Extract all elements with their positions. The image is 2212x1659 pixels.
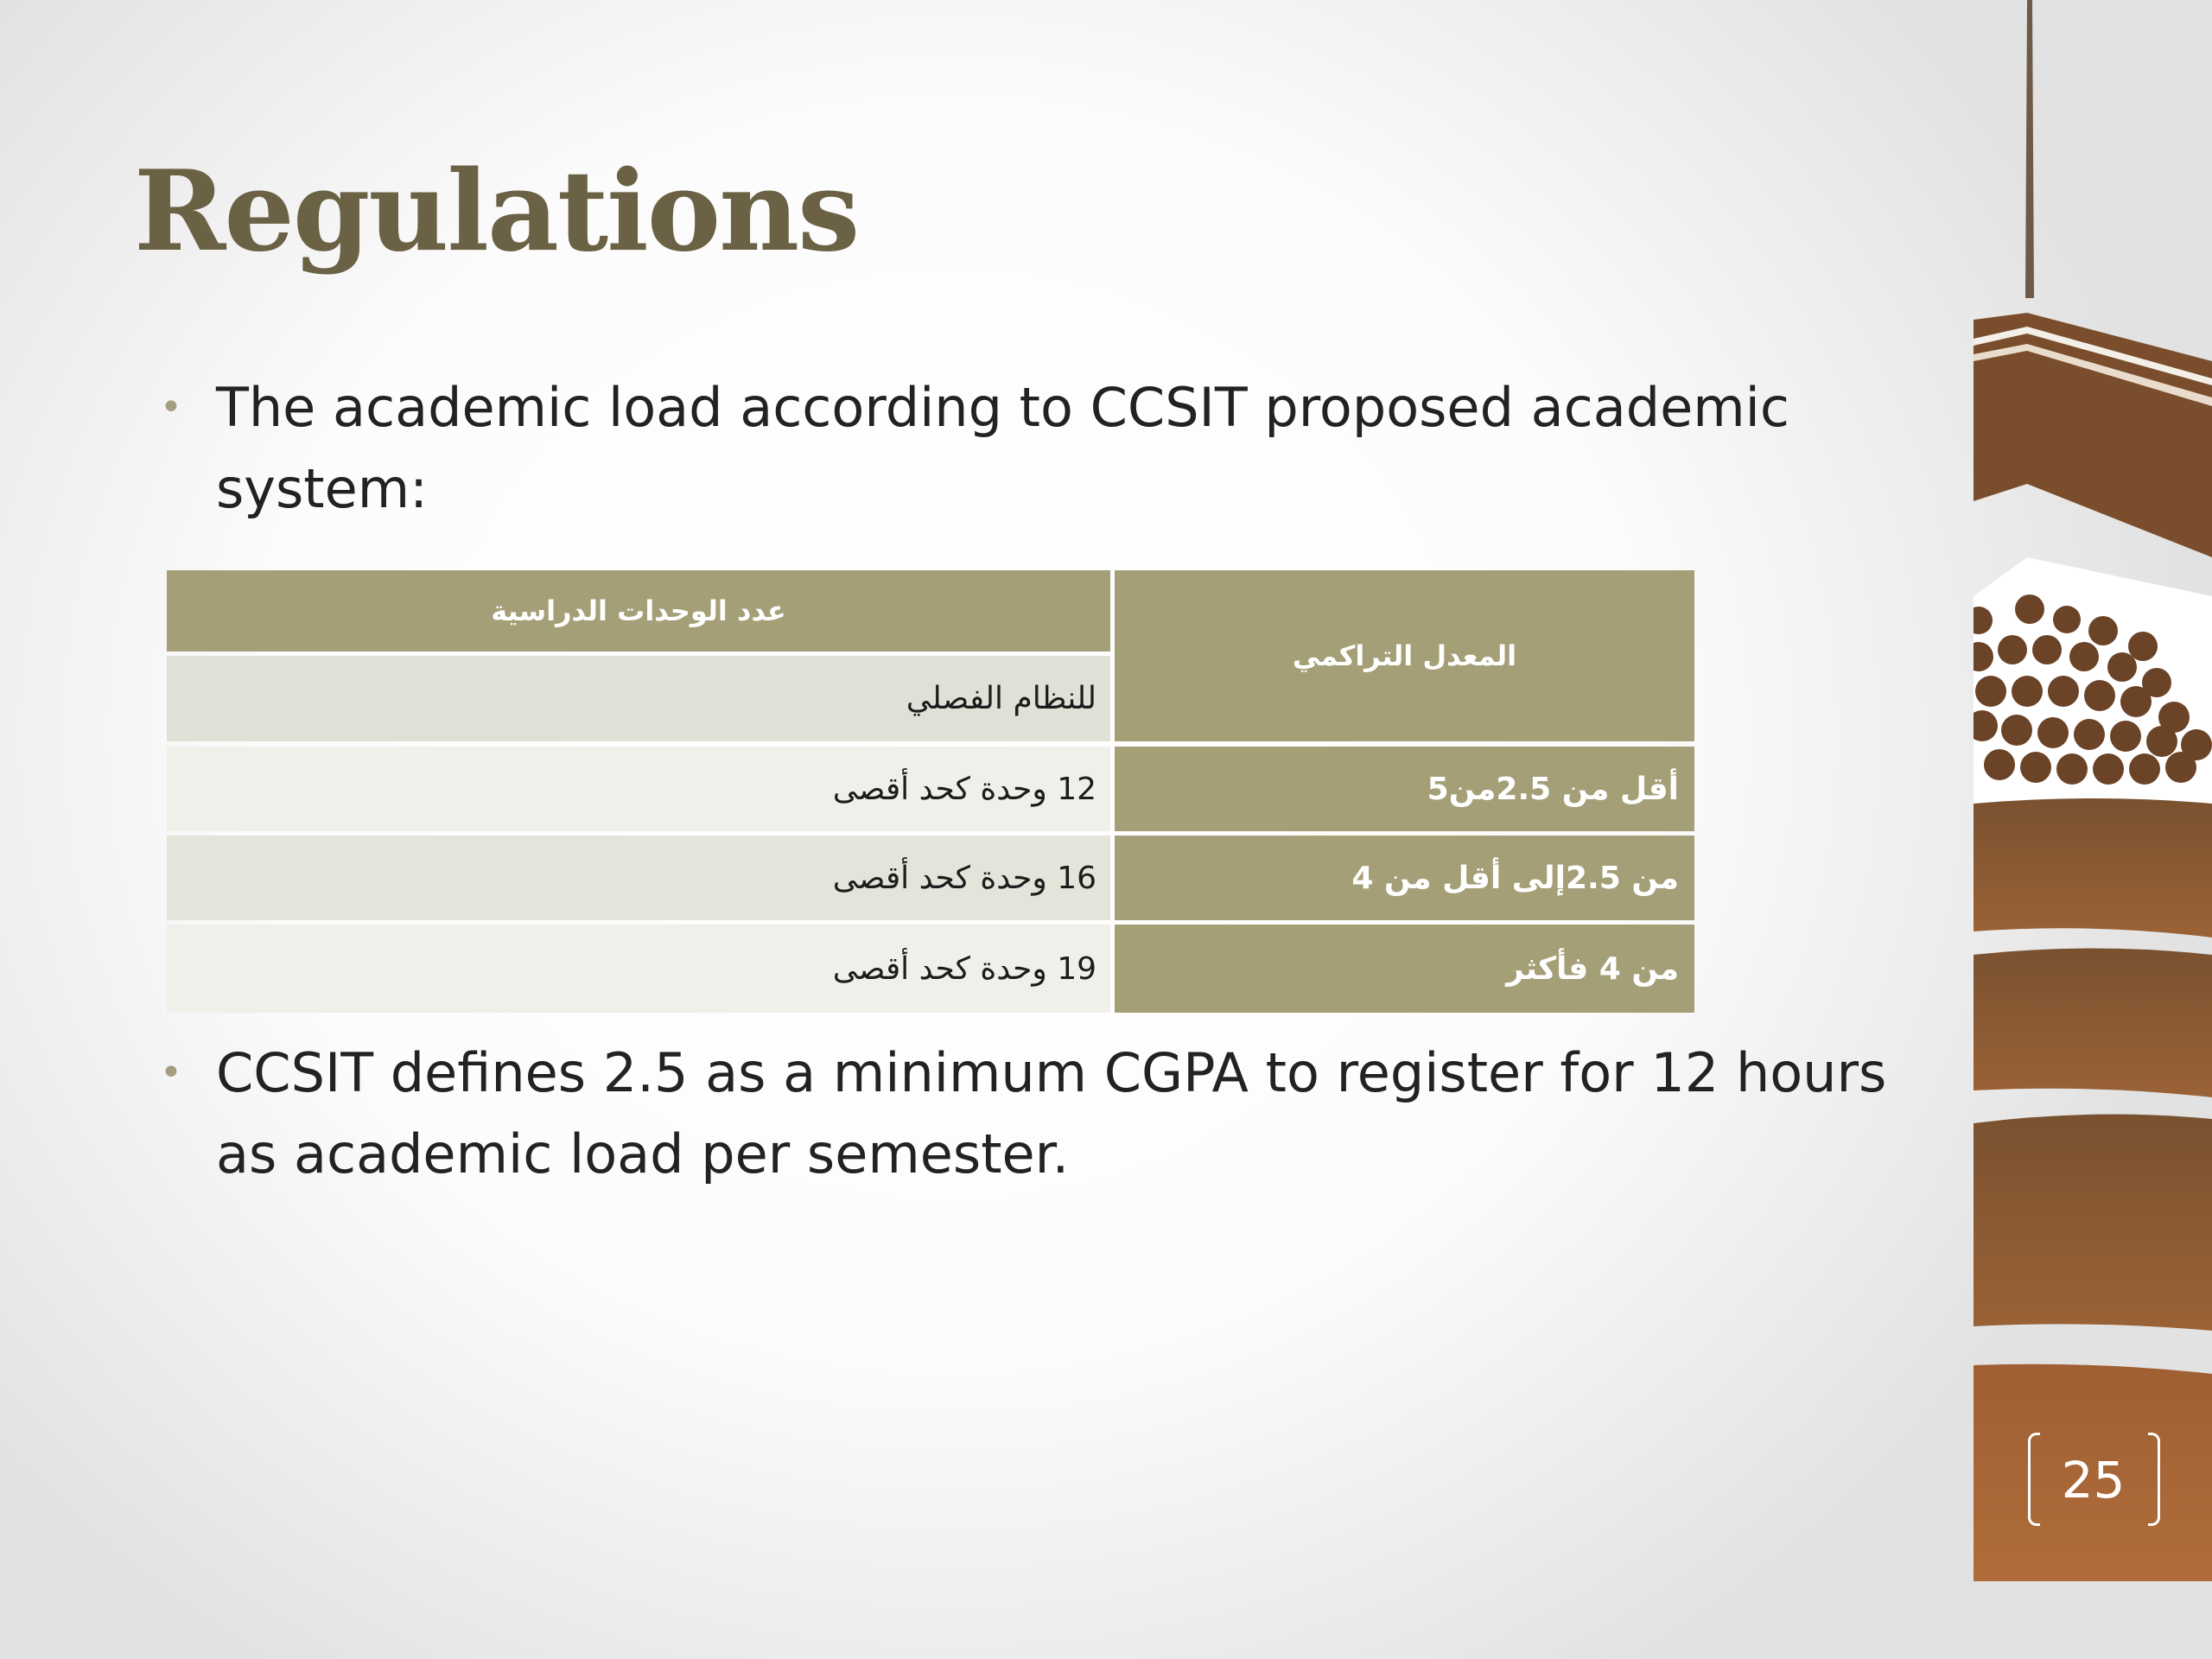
bullet-dot-icon: • xyxy=(160,385,182,429)
table-row-3-gpa xyxy=(1115,925,1694,1013)
table-header-units-label: عدد الوحدات الدراسية xyxy=(491,594,786,627)
bullet-item xyxy=(160,1033,1914,1195)
table-row-1-gpa xyxy=(1115,747,1694,831)
bullet-dot-icon: • xyxy=(160,1051,182,1095)
table-subheader-system xyxy=(167,656,1110,741)
table-cell-units: 12 وحدة كحد أقصى xyxy=(832,771,1096,807)
table-header-units xyxy=(167,570,1110,652)
table-row-2-gpa xyxy=(1115,836,1694,920)
table-row-3-units xyxy=(167,925,1110,1013)
table-cell-gpa: من 4 فأكثر xyxy=(1506,950,1679,987)
table-cell-units: 19 وحدة كحد أقصى xyxy=(832,950,1096,987)
bullet-item xyxy=(160,367,1914,530)
bullet-text: The academic load according to CCSIT proposed academic system: xyxy=(216,376,1789,520)
bullet-text: CCSIT defines 2.5 as a minimum CGPA to register for 12 hours as academic load per semester. xyxy=(216,1041,1887,1185)
academic-load-table xyxy=(167,570,1694,1013)
table-row-1-units xyxy=(167,747,1110,831)
decorative-tower-graphic xyxy=(1974,0,2212,1659)
table-cell-gpa: أقل من 2.5من5 xyxy=(1427,771,1679,807)
table-header-gpa xyxy=(1115,570,1694,741)
table-subheader-system-label: للنظام الفصلي xyxy=(906,681,1096,716)
table-cell-gpa: من 2.5إلى أقل من 4 xyxy=(1351,860,1679,896)
table-header-gpa-label: المعدل التراكمي xyxy=(1292,639,1517,672)
page-number: 25 xyxy=(2061,1450,2126,1510)
table-row-2-units xyxy=(167,836,1110,920)
table-cell-units: 16 وحدة كحد أقصى xyxy=(832,860,1096,896)
slide-title: Regulations xyxy=(134,147,859,276)
